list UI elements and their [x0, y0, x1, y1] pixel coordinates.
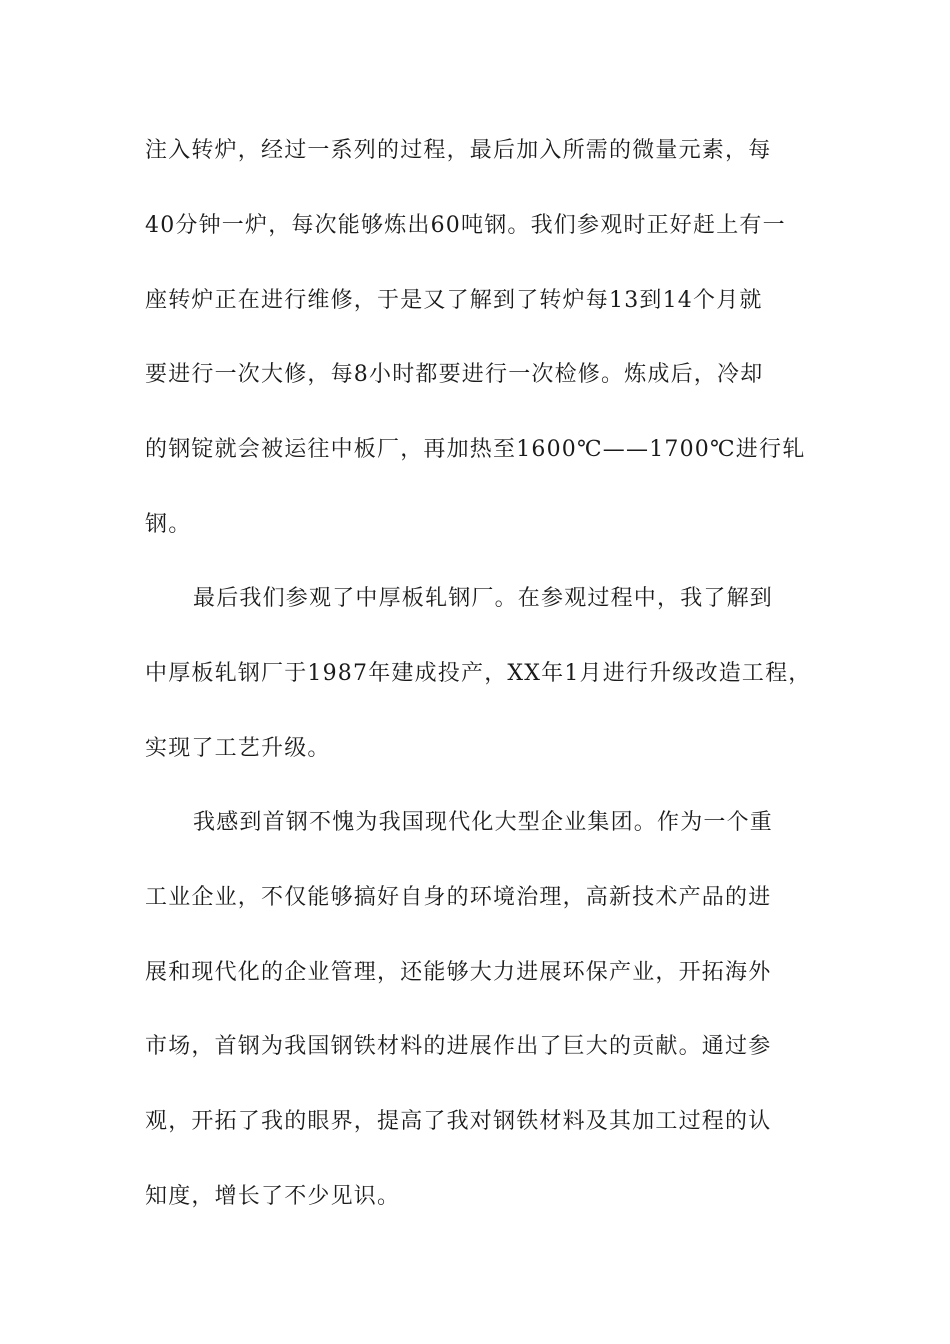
text-line: 市场，首钢为我国钢铁材料的进展作出了巨大的贡献。通过参 — [145, 1034, 772, 1059]
text-line: 钢。 — [145, 512, 192, 537]
text-line: 的钢锭就会被运往中板厂，再加热至1600℃——1700℃进行轧 — [145, 437, 806, 462]
text-line: 注入转炉，经过一系列的过程，最后加入所需的微量元素，每 — [145, 138, 772, 163]
text-line: 中厚板轧钢厂于1987年建成投产，XX年1月进行升级改造工程， — [145, 661, 812, 686]
paragraph-first-line: 最后我们参观了中厚板轧钢厂。在参观过程中，我了解到 — [193, 586, 774, 611]
text-line: 展和现代化的企业管理，还能够大力进展环保产业，开拓海外 — [145, 960, 772, 985]
text-line: 座转炉正在进行维修，于是又了解到了转炉每13到14个月就 — [145, 288, 763, 313]
text-line: 40分钟一炉，每次能够炼出60吨钢。我们参观时正好赶上有一 — [145, 213, 786, 238]
text-line: 观，开拓了我的眼界，提高了我对钢铁材料及其加工过程的认 — [145, 1109, 772, 1134]
text-line: 知度，增长了不少见识。 — [145, 1184, 401, 1209]
text-line: 要进行一次大修，每8小时都要进行一次检修。炼成后，冷却 — [145, 362, 764, 387]
paragraph-first-line: 我感到首钢不愧为我国现代化大型企业集团。作为一个重 — [193, 810, 774, 835]
text-line: 工业企业，不仅能够搞好自身的环境治理，高新技术产品的进 — [145, 885, 772, 910]
text-line: 实现了工艺升级。 — [145, 736, 331, 761]
